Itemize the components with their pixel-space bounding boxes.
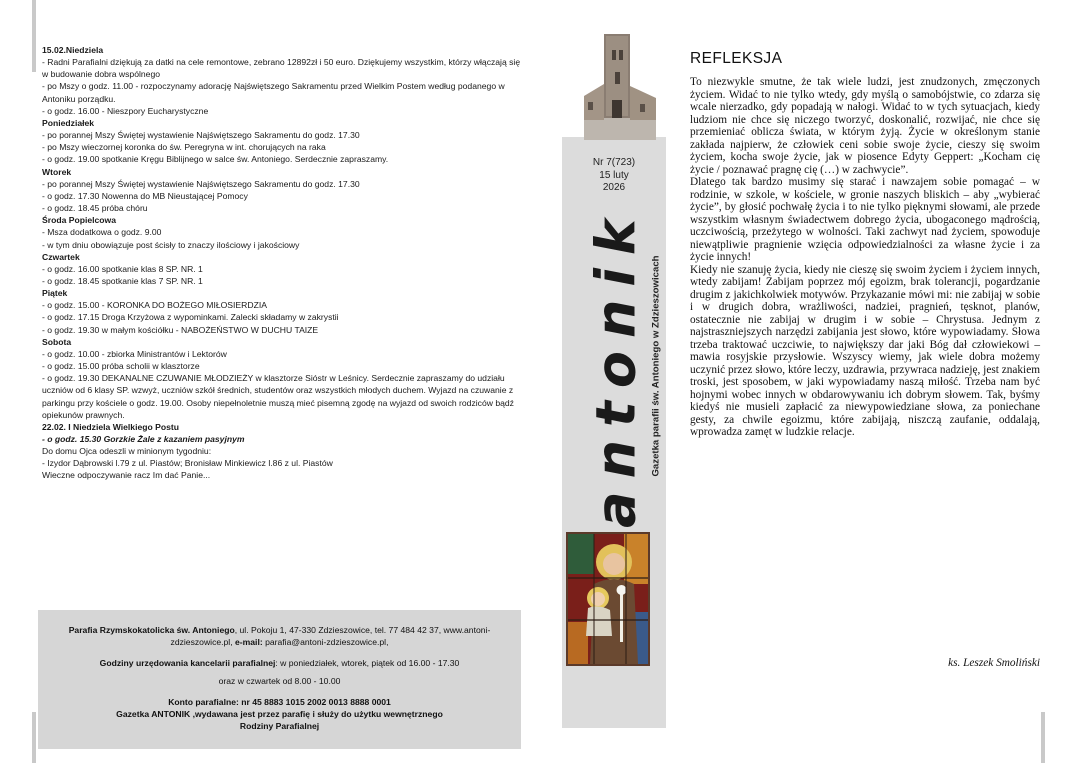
reflection-signature: ks. Leszek Smoliński	[948, 657, 1040, 669]
parish-info-box	[38, 610, 521, 749]
day-heading: Wtorek	[42, 166, 72, 177]
office-hours-label: Godziny urzędowania kancelarii parafialnej	[99, 657, 276, 668]
announcements-schedule	[42, 44, 527, 482]
day-heading: Czwartek	[42, 251, 80, 262]
announcement-line: - o godz. 19.30 w małym kościółku - NABOŻEŃSTWO W DUCHU TAIZE	[42, 324, 319, 335]
day-heading: Poniedziałek	[42, 117, 95, 128]
parish-name: Parafia Rzymskokatolicka św. Antoniego	[68, 625, 235, 635]
email-label: e-mail:	[235, 637, 263, 648]
announcement-line: - Izydor Dąbrowski l.79 z ul. Piastów; Bronisław Minkiewicz l.86 z ul. Piastów	[42, 458, 333, 469]
announcement-line: - o godz. 18.45 próba chóru	[42, 203, 148, 214]
announcement-line: - po porannej Mszy Świętej wystawienie Najświętszego Sakramentu do godz. 17.30	[42, 130, 360, 141]
announcement-line: - o godz. 15.00 próba scholii w klasztorze	[42, 361, 200, 372]
announcement-line: - o godz. 17.30 Nowenna do MB Nieustającej Pomocy	[42, 190, 248, 201]
announcement-line: - o godz. 18.45 spotkanie klas 7 SP. NR. 1	[42, 275, 203, 286]
masthead	[585, 200, 647, 535]
announcement-line: - Radni Parafialni dziękują za datki na cele remontowe, zebrano 12892zł i 50 euro. Dziękujemy wszystkim, którzy włączają się w budowanie dobra wspólnego	[42, 57, 521, 80]
announcement-line: Wieczne odpoczywanie racz Im dać Panie...	[42, 470, 211, 481]
page-edge-right	[1041, 712, 1045, 763]
announcement-line: - po porannej Mszy Świętej wystawienie Najświętszego Sakramentu do godz. 17.30	[42, 178, 360, 189]
email-value: parafia@antoni-zdzieszowice.pl,	[262, 637, 389, 648]
day-heading: Sobota	[42, 336, 72, 347]
announcement-line: - o godz. 17.15 Droga Krzyżowa z wypominkami. Zalecki składamy w zakrystii	[42, 312, 339, 323]
reflection-title: REFLEKSJA	[690, 50, 783, 67]
parish-contact	[46, 624, 513, 649]
announcement-line: - o godz. 19.30 DEKANALNE CZUWANIE MŁODZIEŻY w klasztorze Sióstr w Leśnicy. Serdecznie zapraszamy do udziału uczniów od 6 klasy SP. wzwyż, uczniów szkół średnich, studentów oraz wszystkich młodych duchem. Wyjazd na czuwanie z parkingu przy kościele o godz. 19.00. Osoby niepełnoletnie muszą mieć pisemną zgodę na wyjazd od swoich rodziców bądź opiekunów prawnych.	[42, 373, 514, 420]
announcement-line: - o godz. 19.00 spotkanie Kręgu Biblijnego w salce św. Antoniego. Serdecznie zapraszamy.	[42, 154, 389, 165]
announcement-line: - o godz. 10.00 - zbiorka Ministrantów i Lektorów	[42, 348, 227, 359]
announcement-line: - o godz. 15.30 Gorzkie Żale z kazaniem pasyjnym	[42, 434, 245, 444]
parish-address: , ul. Pokoju 1, 47-330 Zdzieszowice, tel. 77 484 42 37, www.antoni-zdzieszowice.pl,	[170, 625, 491, 648]
reflection-paragraph: To niezwykle smutne, że tak wiele ludzi, jest znudzonych, zmęczonych życiem. Widać to nie tylko wtedy, gdy myślą o samobójstwie, co zdarza się wcale nierzadko, gdy popadają w nałogi. Widać to w tych sytuacjach, kiedy ludziom nie chce się niczego tworzyć, doskonalić, rozwijać, nie chce się przemieniać oblicza świata, w którym żyją. Życie w określonym stanie zakłada najpierw, że człowiek ceni sobie swoje życie, cieszy się swoim życiem, kocha swoje życie, jak w piosence Edyty Geppert: „Kocham cię życie / poznawać pragnę cię (…) w zachwycie”.	[690, 76, 1040, 176]
issue-year: 2026	[602, 182, 626, 193]
masthead-subtitle: Gazetka parafii św. Antoniego w Zdzieszowicach	[650, 255, 662, 477]
announcement-line: - o godz. 15.00 - KORONKA DO BOŻEGO MIŁOSIERDZIA	[42, 300, 267, 311]
office-hours	[46, 657, 513, 669]
masthead-title: antonik	[584, 206, 648, 528]
reflection-paragraph: Dlatego tak bardzo musimy się starać i nawzajem sobie pomagać – w rodzinie, w szkole, w kościele, w gronie naszych bliskich – aby „wybierać życie”, by głosić pochwałę życia i to nie tylko pięknymi słowami, ale przede wszystkim własnym świadectwem dobrego życia, ubogaconego mądrością, uczciwością, przeżytego w wolności. Taki zachwyt nad życiem, spowoduje niewątpliwie pragnienie wzięcia odpowiedzialności za własne życie i za życie innych!	[690, 176, 1040, 263]
publisher-note-2: Rodziny Parafialnej	[239, 721, 320, 732]
announcement-line: - o godz. 16.00 spotkanie klas 8 SP. NR. 1	[42, 263, 203, 274]
reflection-paragraph: Kiedy nie szanuję życia, kiedy nie cieszę się swoim życiem i życiem innych, wtedy zabijam! Zabijam poprzez mój egoizm, brak tolerancji, pogardzanie drugim z jakichkolwiek motywów. Przykazanie mówi mi: nie zabijaj w sobie i w drugich dobra, wrażliwości, nadziei, pragnień, tęsknot, planów, ostatecznie nie zabijaj w drugim i w sobie – Chrystusa. Jednym z najstraszniejszych narzędzi zabijania jest słowo, które wypowiadamy. Słowa trzeba traktować uczciwie, to największy dar jaki Bóg dał człowiekowi – mawia rosyjskie przysłowie. Wszyscy wiemy, jak wiele dobra możemy uczynić przez słowo, które leczy, uzdrawia, przywraca nadzieję, jest znakiem troski, jest sposobem, w jaki wypowiadamy naszą miłość. Trzeba nam być hojnymi wobec innych w obdarowywaniu ich dobrym słowem. Tak, byśmy kiedyś nie musieli zapłacić za niewypowiedziane słowa, za poniechane gesty, za chwile egoizmu, które zabijają, niszczą zaufanie, oddalają, wprowadza zamęt w ludzkie relacje.	[690, 263, 1040, 438]
announcement-line: - o godz. 16.00 - Nieszpory Eucharystyczne	[42, 105, 209, 116]
saint-anthony-stained-glass-image	[566, 532, 650, 666]
office-hours-thursday: oraz w czwartek od 8.00 - 10.00	[218, 676, 341, 687]
office-hours-text: : w poniedziałek, wtorek, piątek od 16.00 - 17.30	[275, 657, 460, 668]
announcement-line: - w tym dniu obowiązuje post ścisły to znaczy ilościowy i jakościowy	[42, 239, 300, 250]
reflection-body	[690, 76, 1040, 439]
announcement-line: - po Mszy o godz. 11.00 - rozpoczynamy adorację Najświętszego Sakramentu przed Wielkim Postem według podanego w Antoniku porządku.	[42, 81, 505, 104]
announcement-line: - Msza dodatkowa o godz. 9.00	[42, 227, 162, 238]
bank-account: Konto parafialne: nr 45 8883 1015 2002 0013 8888 0001	[168, 696, 391, 707]
announcement-line: - po Mszy wieczornej koronka do św. Peregryna w int. chorujących na raka	[42, 142, 326, 153]
issue-info	[574, 157, 654, 195]
day-heading: 22.02. I Niedziela Wielkiego Postu	[42, 421, 179, 432]
church-photo	[584, 28, 656, 140]
issue-date: 15 luty	[599, 169, 629, 181]
issue-number: Nr 7(723)	[592, 157, 636, 168]
day-heading: Piątek	[42, 288, 68, 299]
page-edge-left-bottom	[32, 712, 36, 763]
page-edge-left	[32, 0, 36, 72]
day-heading: Środa Popielcowa	[42, 215, 117, 226]
day-heading: 15.02.Niedziela	[42, 45, 104, 55]
announcement-line: Do domu Ojca odeszli w minionym tygodniu:	[42, 446, 212, 457]
publisher-note: Gazetka ANTONIK ,wydawana jest przez parafię i służy do użytku wewnętrznego	[116, 709, 443, 720]
